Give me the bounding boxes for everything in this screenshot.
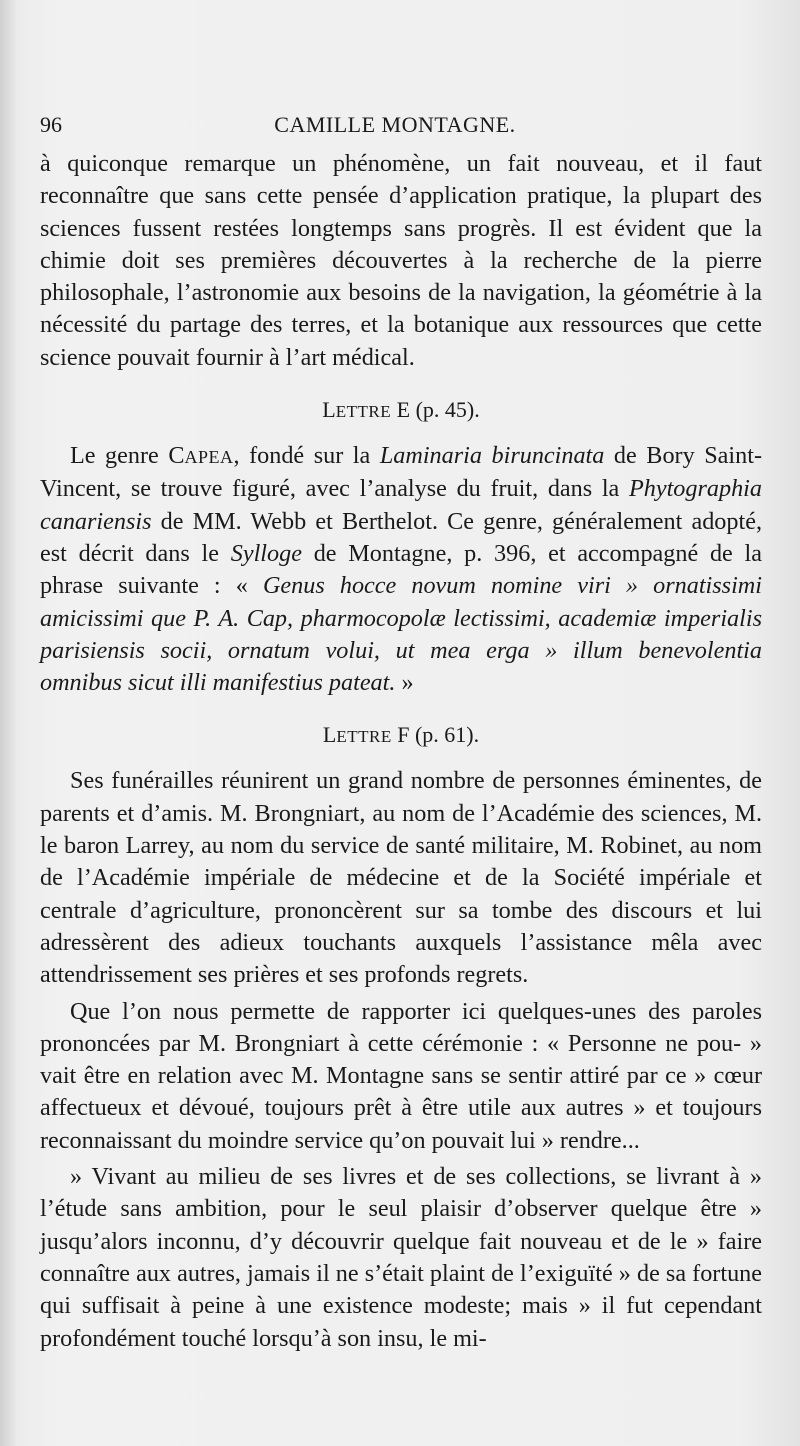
paragraph-funerailles: Ses funérailles réunirent un grand nombre de personnes éminentes, de parents et d’amis. M. Brongniart, au nom de l’Académie des sciences, M. le baron Larrey, au nom du service de santé militaire, M. Robinet, au nom de l’Académie impériale de médecine et de la Société impériale et centrale d’agriculture, prononcèrent sur sa tombe des discours et lui adressèrent des adieux touchants auxquels l’assistance mêla avec attendrissement ses prières et ses profonds regrets. bbox=[40, 767, 762, 989]
page-body bbox=[40, 148, 762, 1355]
heading-ref: F (p. 61). bbox=[391, 722, 480, 748]
heading-lettre-f bbox=[40, 721, 762, 751]
heading-ref: E (p. 45). bbox=[391, 397, 480, 423]
paragraph-intro: à quiconque remarque un phénomène, un fait nouveau, et il faut reconnaître que sans cette pensée d’application pratique, la plupart des sciences fussent restées longtemps sans progrès. Il est évident que la chimie doit ses premières découvertes à la recherche de la pierre philosophale, l’astronomie aux besoins de la navigation, la géométrie à la nécessité du partage des terres, et la botanique aux ressources que cette science pouvait fournir à l’art médical. bbox=[40, 150, 762, 371]
title-italic: Phytographia canariensis bbox=[40, 475, 762, 535]
running-head: CAMILLE MONTAGNE. bbox=[274, 112, 516, 137]
paragraph-vivant: » Vivant au milieu de ses livres et de ses collections, se livrant à » l’étude sans ambition, pour le seul plaisir d’observer quelque être » jusqu’alors inconnu, d’y découvrir quelque fait nouveau et de le » faire connaître aux autres, jamais il ne s’était plaint de l’exiguïté » de sa fortune qui suffisait à peine à une existence modeste; mais » il fut cependant profondément touché lorsqu’à son insu, le mi- bbox=[40, 1163, 762, 1352]
text-span: » bbox=[395, 669, 414, 697]
text-span: de Bory Saint-Vincent, se trouve figuré, avec l’analyse du fruit, dans la bbox=[40, 442, 763, 503]
text-span: C bbox=[168, 442, 185, 470]
paragraph-capea bbox=[40, 440, 762, 699]
paragraph-brongniart: Que l’on nous permette de rapporter ici quelques-unes des paroles prononcées par M. Brongniart à cette cérémonie : « Personne ne pou- » vait être en relation avec M. Montagne sans se sentir attiré par ce » cœur affectueux et dévoué, toujours prêt à être utile aux autres » et toujours reconnaissant du moindre service qu’on pouvait lui » rendre... bbox=[40, 997, 762, 1154]
genus-smallcaps: APEA bbox=[184, 447, 234, 468]
title-italic: Sylloge bbox=[230, 539, 302, 567]
latin-quote: Genus hocce novum nomine viri » ornatissimi amicissimi que P. A. Cap, pharmocopolæ lectissimi, academiæ imperialis parisiensis socii, ornatum volui, ut mea erga » illum benevolentia omnibus sicut illi manifestius pateat. bbox=[40, 572, 762, 697]
heading-initial: L bbox=[322, 722, 337, 748]
page-number: 96 bbox=[40, 112, 62, 137]
text-span: Le genre bbox=[70, 442, 169, 470]
heading-initial: L bbox=[322, 397, 336, 423]
heading-smallcaps: ETTRE bbox=[336, 727, 392, 747]
species-italic: Laminaria biruncinata bbox=[379, 442, 605, 470]
text-span: , fondé sur la bbox=[233, 442, 380, 470]
text-span: de Montagne, p. 396, et accompagné de la phrase suivante : « bbox=[40, 539, 762, 600]
page-header bbox=[40, 112, 750, 142]
heading-lettre-e bbox=[40, 396, 762, 426]
text-span: de MM. Webb et Berthelot. Ce genre, généralement adopté, est décrit dans le bbox=[40, 507, 762, 567]
heading-smallcaps: ETTRE bbox=[335, 402, 392, 422]
